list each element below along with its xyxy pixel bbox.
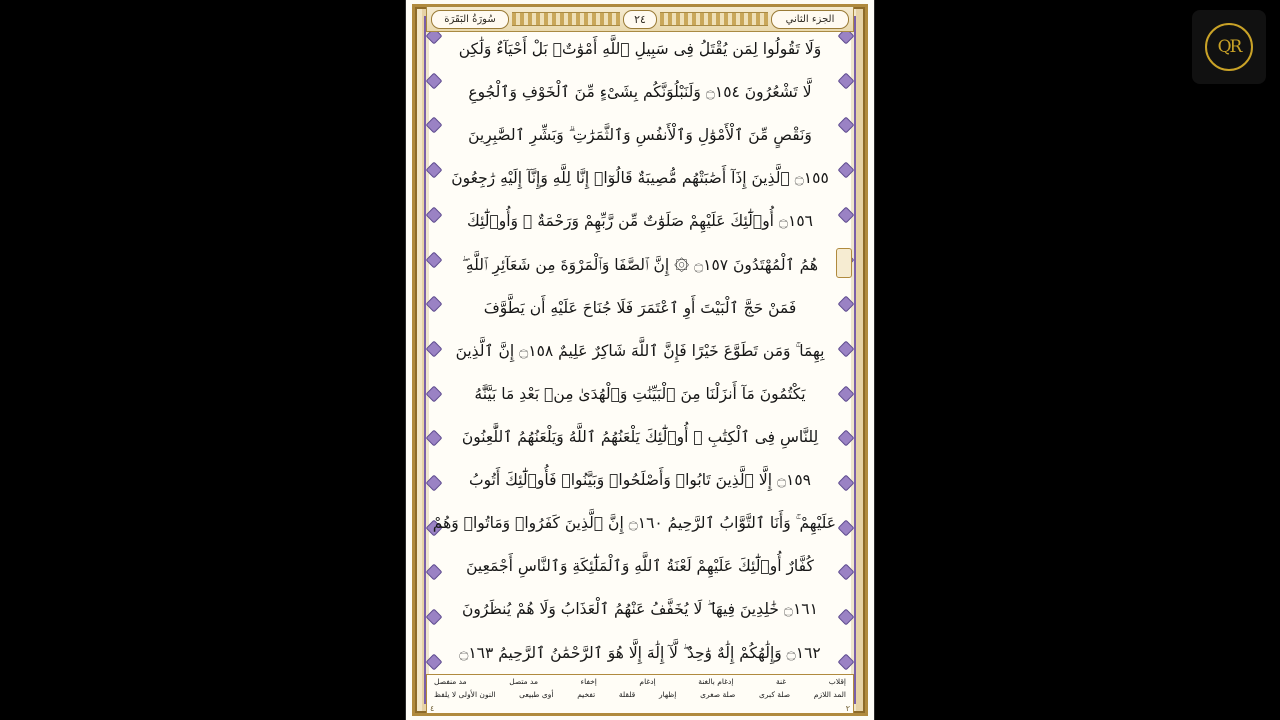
quran-line: عَلَيْهِمْ ۚ وَأَنَا ٱلتَّوَّابُ ٱلرَّحِيمُ ۝١٦٠ إِنَّ ٱلَّذِينَ كَفَرُوا۟ وَمَاتُوا۟ وَهُمْ [432,514,836,533]
sajdah-marker-ornament [836,248,852,278]
legend-item: إدغام بالغنة [698,677,734,686]
medallion-icon [838,475,855,492]
medallion-icon [838,385,855,402]
legend-item: قلقلة [618,690,636,700]
quran-line: ۝١٥٦ أُو۟لَٰٓئِكَ عَلَيْهِمْ صَلَوَٰتٌ مِّن رَّبِّهِمْ وَرَحْمَةٌ ۖ وَأُو۟لَٰٓئِكَ [467,212,813,231]
quran-line: ۝١٥٩ إِلَّا ٱلَّذِينَ تَابُوا۟ وَأَصْلَحُوا۟ وَبَيَّنُوا۟ فَأُو۟لَٰٓئِكَ أَتُوبُ [468,471,811,490]
quran-line: ۝١٥٥ ٱلَّذِينَ إِذَآ أَصَٰبَتْهُم مُّصِيبَةٌ قَالُوٓا۟ إِنَّا لِلَّهِ وَإِنَّآ إِلَيْهِ رَٰجِعُونَ [451,169,829,188]
medallion-icon [838,519,855,536]
medallion-icon [426,609,443,626]
legend-item: أوى طبيعى [519,690,554,700]
medallion-icon [838,653,855,670]
quran-line: ۝١٦٢ وَإِلَٰهُكُمْ إِلَٰهٌ وَٰحِدٌ ۖ لَّآ إِلَٰهَ إِلَّا هُوَ ٱلرَّحْمَٰنُ ٱلرَّحِيمُ ۝١٦٣ [459,643,821,662]
legend-item: صلة صغرى [700,690,736,700]
medallion-icon [426,117,443,134]
quran-line: بِهِمَا ۚ وَمَن تَطَوَّعَ خَيْرًا فَإِنَّ ٱللَّهَ شَاكِرٌ عَلِيمٌ ۝١٥٨ إِنَّ ٱلَّذِينَ [455,341,825,360]
medallion-icon [838,72,855,89]
medallion-icon [426,430,443,447]
page-header [426,6,854,32]
quran-line: فَمَنْ حَجَّ ٱلْبَيْتَ أَوِ ٱعْتَمَرَ فَلَا جُنَاحَ عَلَيْهِ أَن يَطَّوَّفَ [483,298,797,317]
letterbox-left [0,0,405,720]
medallion-icon [838,162,855,179]
tajweed-legend-row-1 [432,677,848,687]
medallion-icon [838,609,855,626]
letterbox-right [875,0,1280,720]
quran-line: وَنَقْصٍ مِّنَ ٱلْأَمْوَٰلِ وَٱلْأَنفُسِ وَٱلثَّمَرَٰتِ ۗ وَبَشِّرِ ٱلصَّٰبِرِينَ [468,126,812,145]
mushaf-page [405,0,875,720]
ornament-column-right [839,30,853,668]
header-ornament-right [660,12,768,26]
quran-line: لَّا تَشْعُرُونَ ۝١٥٤ وَلَنَبْلُوَنَّكُم بِشَىْءٍ مِّنَ ٱلْخَوْفِ وَٱلْجُوعِ [468,83,812,102]
medallion-icon [426,296,443,313]
legend-item: المد اللازم [813,690,846,700]
watermark-text: QR [1205,23,1253,71]
medallion-icon [838,296,855,313]
page-number-cartouche: ٢٤ [623,10,657,29]
legend-item: مد متصل [509,677,538,686]
legend-item: صلة كبرى [759,690,791,700]
juz-name-cartouche: الجزء الثاني [771,10,849,29]
legend-item: غنة [776,677,787,686]
medallion-icon [426,564,443,581]
medallion-icon [838,430,855,447]
legend-item: مد منفصل [434,677,467,686]
quran-line: لِلنَّاسِ فِى ٱلْكِتَٰبِ ۙ أُو۟لَٰٓئِكَ يَلْعَنُهُمُ ٱللَّهُ وَيَلْعَنُهُمُ ٱللَّٰعِنُونَ [461,427,819,446]
header-ornament-left [512,12,620,26]
ornament-column-left [427,30,441,668]
surah-name-cartouche: سُورَةُ البَقَرَة [431,10,509,29]
tajweed-legend-row-2 [432,690,848,700]
medallion-icon [426,206,443,223]
tajweed-legend [426,674,854,714]
medallion-icon [838,340,855,357]
legend-item: إخفاء [580,677,597,686]
legend-item: إظهار [658,690,677,700]
quran-line: ۝١٦١ خَٰلِدِينَ فِيهَا ۖ لَا يُخَفَّفُ عَنْهُمُ ٱلْعَذَابُ وَلَا هُمْ يُنظَرُونَ [462,600,818,619]
legend-item: إقلاب [828,677,846,686]
legend-item: تفخيم [577,690,596,700]
channel-watermark-logo [1192,10,1266,84]
medallion-icon [426,72,443,89]
quran-line: هُمُ ٱلْمُهْتَدُونَ ۝١٥٧ ۞ إِنَّ ٱلصَّفَا وَٱلْمَرْوَةَ مِن شَعَآئِرِ ٱللَّهِ ۖ [461,255,819,274]
quran-text-body [432,40,836,662]
medallion-icon [426,162,443,179]
quran-line: يَكْتُمُونَ مَآ أَنزَلْنَا مِنَ ٱلْبَيِّنَٰتِ وَٱلْهُدَىٰ مِنۢ بَعْدِ مَا بَيَّنَّٰهُ [474,384,806,403]
medallion-icon [838,564,855,581]
medallion-icon [838,117,855,134]
legend-item: النون الأولى لا يلفظ [434,690,496,700]
medallion-icon [426,251,443,268]
footer-corner-right: ٢ [845,704,850,713]
footer-corner-left: ٤ [430,704,435,713]
medallion-icon [426,340,443,357]
medallion-icon [426,475,443,492]
quran-line: وَلَا تَقُولُوا لِمَن يُقْتَلُ فِى سَبِيلِ ٱللَّهِ أَمْوَٰتٌۢ بَلْ أَحْيَآءٌ وَلَٰكِن [458,40,822,58]
medallion-icon [426,653,443,670]
legend-item: إدغام [639,677,656,686]
medallion-icon [426,385,443,402]
medallion-icon [838,206,855,223]
quran-line: كُفَّارٌ أُو۟لَٰٓئِكَ عَلَيْهِمْ لَعْنَةُ ٱللَّهِ وَٱلْمَلَٰٓئِكَةِ وَٱلنَّاسِ أَجْمَعِينَ [466,557,814,576]
